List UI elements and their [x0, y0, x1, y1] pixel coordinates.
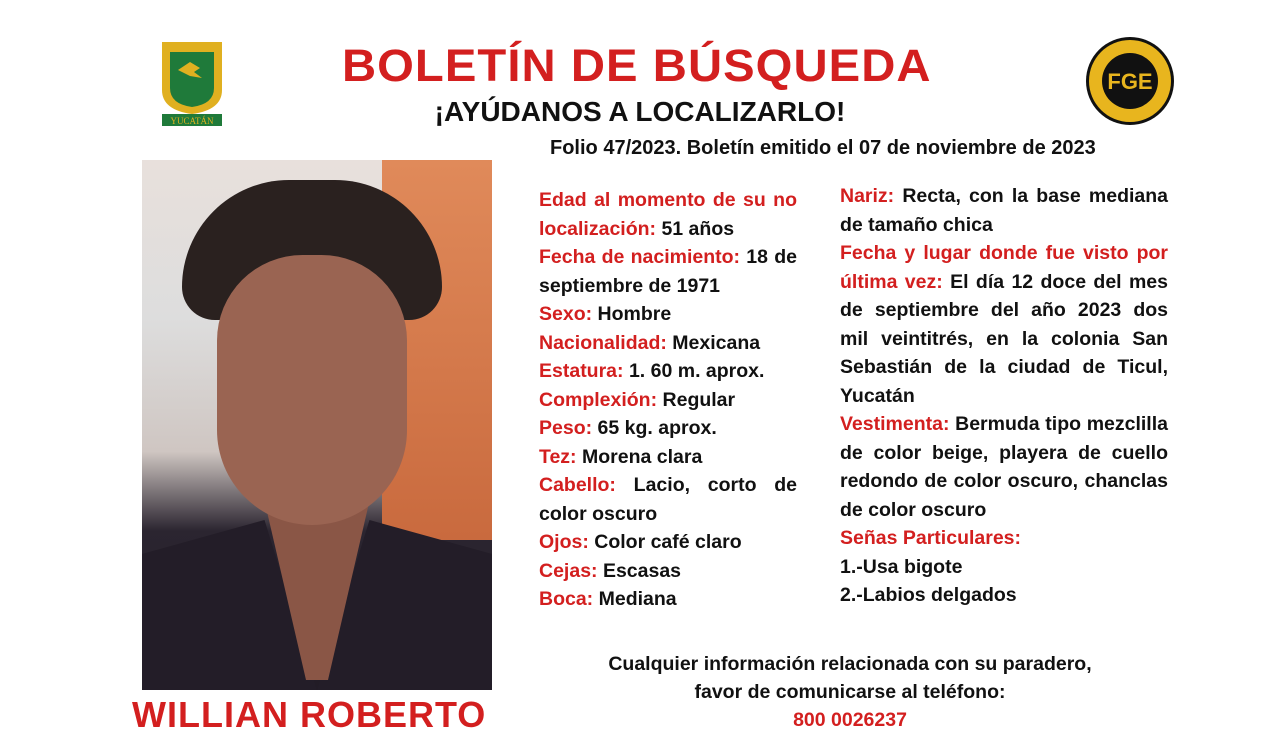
field-label: Nacionalidad: [539, 331, 667, 354]
bulletin-title: BOLETÍN DE BÚSQUEDA [342, 40, 932, 91]
field-value: Mexicana [666, 331, 761, 354]
field-row [840, 239, 1168, 410]
details-left-column [539, 186, 797, 614]
field-label: Tez: [539, 445, 577, 468]
field-label: Peso: [539, 417, 593, 439]
person-name: WILLIAN ROBERTO [132, 694, 487, 735]
field-row [840, 410, 1168, 524]
field-label: Boca: [539, 588, 594, 610]
field-value: El día 12 doce del mes de septiembre del año 2023 dos mil veintitrés, en la colonia San Sebastián de la ciudad de Ticul, Yucatán [840, 270, 1168, 407]
field-label: Complexión: [539, 388, 658, 411]
folio-text: Folio 47/2023. Boletín emitido el 07 de noviembre de 2023 [550, 137, 1096, 159]
field-value: 65 kg. aprox. [592, 417, 717, 439]
field-label: Ojos: [539, 531, 589, 553]
field-value: 51 años [656, 217, 735, 240]
field-value: 18 de septiembre de 1971 [539, 246, 797, 297]
field-row [539, 300, 797, 329]
field-value: Recta, con la base mediana de tamaño chica [840, 185, 1168, 236]
field-row [539, 329, 797, 358]
details-right-column [840, 182, 1168, 610]
senas-label: Señas Particulares: [840, 527, 1022, 549]
field-row [539, 414, 797, 443]
contact-text: Cualquier información relacionada con su paradero, favor de comunicarse al teléfono: [608, 653, 1092, 703]
field-value: Color café claro [588, 531, 742, 553]
field-value: 1. 60 m. aprox. [623, 360, 765, 382]
sena-item: 2.-Labios delgados [840, 584, 1017, 606]
svg-text:YUCATÁN: YUCATÁN [170, 116, 214, 126]
field-row [539, 557, 797, 586]
missing-person-photo [142, 160, 492, 690]
field-label: Nariz: [840, 185, 895, 207]
svg-text:FGE: FGE [1107, 69, 1153, 94]
field-label: Cejas: [539, 559, 598, 582]
contact-info [600, 650, 1100, 734]
field-row [539, 357, 797, 386]
field-value: Mediana [593, 588, 677, 610]
field-value: Escasas [597, 559, 682, 582]
bulletin-subtitle: ¡AYÚDANOS A LOCALIZARLO! [434, 96, 846, 127]
field-row [539, 471, 797, 528]
field-row [840, 182, 1168, 239]
field-label: Edad al momento de su no localización: [539, 189, 797, 240]
field-row [539, 243, 797, 300]
field-value: Hombre [592, 303, 672, 325]
field-label: Sexo: [539, 303, 593, 325]
field-row [539, 186, 797, 243]
field-label: Cabello: [539, 474, 616, 496]
sena-item: 1.-Usa bigote [840, 555, 963, 578]
field-row [539, 528, 797, 557]
field-label: Fecha de nacimiento: [539, 246, 741, 268]
field-value: Lacio, corto de color oscuro [539, 474, 797, 525]
field-row [539, 386, 797, 415]
field-value: Bermuda tipo mezclilla de color beige, playera de cuello redondo de color oscuro, chanclas de color oscuro [840, 413, 1168, 521]
contact-phone[interactable]: 800 0026237 [793, 709, 907, 731]
field-label: Estatura: [539, 360, 624, 382]
field-label: Fecha y lugar donde fue visto por última vez: [840, 242, 1168, 293]
field-value: Morena clara [576, 445, 703, 468]
field-value: Regular [657, 388, 736, 411]
field-row [539, 443, 797, 472]
field-label: Vestimenta: [840, 413, 950, 435]
field-row [539, 585, 797, 614]
